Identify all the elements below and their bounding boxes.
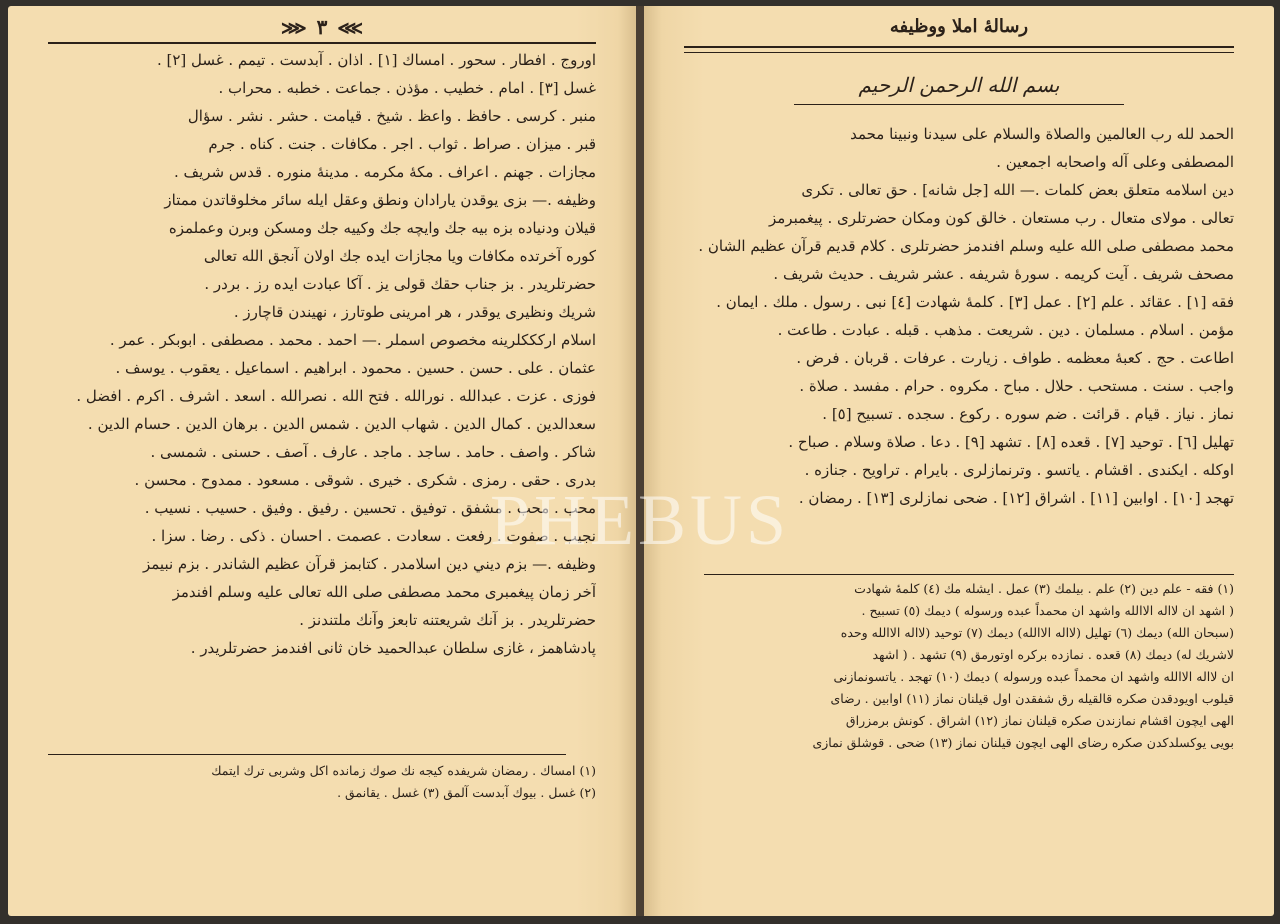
text-line: قيلوب اويودقدن صكره قالقيله رق شفقدن اول قيلنان نماز (١١) اوابين . رضاى	[830, 691, 1234, 706]
text-line: آخر زمان پيغمبرى محمد مصطفى صلى الله تعالى عليه وسلم افندمز	[172, 583, 596, 601]
header-rule	[48, 42, 596, 44]
text-line: نجيب . صفوت . رفعت . سعادت . عصمت . احسان . ذكى . رضا . سزا .	[151, 527, 596, 545]
text-line: مصحف شريف . آيت كريمه . سورهٔ شريفه . عشر شريف . حديث شريف .	[773, 265, 1234, 283]
text-line: قيلان ودنياده بزه بيه جك وايچه جك وكييه جك ومسكن وبرن وعملمزه	[168, 219, 596, 237]
text-line: اطاعت . حج . كعبهٔ معظمه . طواف . زيارت . عرفات . قربان . فرض .	[796, 349, 1234, 367]
footnote-rule	[48, 754, 566, 755]
text-line: حضرتلريدر . بز آنك شريعتنه تابعز وآنك ملتندنز .	[299, 611, 596, 629]
text-line: (١) فقه - علم دين (٢) علم . بيلمك (٣) عمل . ايشله مك (٤) كلمهٔ شهادت	[854, 581, 1234, 596]
text-line: وظيفه .— بزم ديني دين اسلامدر . كتابمز قرآن عظيم الشاندر . بزم نبيمز	[142, 555, 596, 573]
bismillah: بسم الله الرحمن الرحيم	[858, 73, 1060, 97]
text-line: (سبحان الله) ديمك (٦) تهليل (لااله الاالله) ديمك (٧) توحيد (لااله الاالله وحده	[840, 625, 1234, 640]
text-line: قبر . ميزان . صراط . ثواب . اجر . مكافات . جنت . كناه . جرم	[208, 135, 596, 153]
bismillah-underline	[794, 66, 1124, 105]
text-line: وظيفه .— بزى يوقدن يارادان ونطق وعقل ايله سائر مخلوقاتدن ممتاز	[164, 191, 596, 209]
right-page	[644, 6, 1274, 916]
text-line: فوزى . عزت . عبدالله . نورالله . فتح الله . نصرالله . اسعد . اشرف . اكرم . افضل .	[76, 387, 596, 405]
running-title: رسالهٔ املا ووظيفه	[889, 16, 1029, 37]
text-line: حضرتلريدر . بز جناب حقك قولى يز . آكا عبادت ايده رز . بردر .	[204, 275, 596, 293]
text-line: المصطفى وعلى آله واصحابه اجمعين .	[996, 153, 1234, 171]
left-footnotes	[48, 760, 596, 804]
text-line: مؤمن . اسلام . مسلمان . دين . شريعت . مذهب . قبله . عبادت . طاعت .	[777, 321, 1234, 339]
text-line: فقه [١] . عقائد . علم [٢] . عمل [٣] . كلمهٔ شهادت [٤] نبى . رسول . ملك . ايمان .	[716, 293, 1234, 311]
text-line: (٢) غسل . بيوك آبدست آلمق (٣) غسل . يقانمق .	[337, 785, 596, 800]
text-line: محمد مصطفى صلى الله عليه وسلم افندمز حضرتلرى . كلام قديم قرآن عظيم الشان .	[698, 237, 1234, 255]
text-line: سعدالدين . كمال الدين . شهاب الدين . شمس الدين . برهان الدين . حسام الدين .	[87, 415, 596, 433]
text-line: لاشريك له) ديمك (٨) قعده . نمازده بركره اوتورمق (٩) تشهد . ( اشهد	[872, 647, 1234, 662]
text-line: شريك ونظيرى يوقدر ، هر امرينى طوتارز ، نهيندن قاچارز .	[233, 303, 596, 321]
text-line: مجازات . جهنم . اعراف . مكهٔ مكرمه . مدينهٔ منوره . قدس شريف .	[174, 163, 596, 181]
text-line: بدرى . حقى . رمزى . شكرى . خيرى . شوقى . مسعود . ممدوح . محسن .	[134, 471, 596, 489]
text-line: دين اسلامه متعلق بعض كلمات .— الله [جل شانه] . حق تعالى . تكرى	[801, 181, 1234, 199]
header-rule-bottom	[684, 52, 1234, 53]
text-line: شاكر . واصف . حامد . ساجد . ماجد . عارف . آصف . حسنى . شمسى .	[150, 443, 596, 461]
right-body-text	[684, 120, 1234, 512]
header-rule-top	[684, 46, 1234, 48]
text-line: الحمد لله رب العالمين والصلاة والسلام على سيدنا ونبينا محمد	[850, 125, 1234, 143]
text-line: منبر . كرسى . حافظ . واعظ . شيخ . قيامت . حشر . نشر . سؤال	[187, 107, 596, 125]
text-line: تعالى . مولاى متعال . رب مستعان . خالق كون ومكان حضرتلرى . پيغمبرمز	[769, 209, 1234, 227]
text-line: تهليل [٦] . توحيد [٧] . قعده [٨] . تشهد [٩] . دعا . صلاة وسلام . صباح .	[788, 433, 1234, 451]
text-line: اوروج . افطار . سحور . امساك [١] . اذان . آبدست . تيمم . غسل [٢] .	[156, 51, 596, 69]
text-line: نماز . نياز . قيام . قرائت . ضم سوره . ركوع . سجده . تسبيح [٥] .	[822, 405, 1234, 423]
text-line: كوره آخرتده مكافات ويا مجازات ايده جك اولان آنجق الله تعالى	[203, 247, 596, 265]
text-line: (١) امساك . رمضان شريفده كيجه نك صوك زمانده اكل وشربى ترك ايتمك	[211, 763, 596, 778]
footnote-rule	[704, 574, 1234, 575]
right-footnotes	[684, 578, 1234, 754]
book-gutter	[636, 6, 644, 916]
text-line: تهجد [١٠] . اوابين [١١] . اشراق [١٢] . ضحى نمازلرى [١٣] . رمضان .	[798, 489, 1234, 507]
text-line: ان لااله الاالله واشهد ان محمداً عبده ورسوله ) ديمك (١٠) تهجد . ياتسونمازنى	[833, 669, 1234, 684]
text-line: اوكله . ايكندى . اقشام . ياتسو . وترنمازلرى . بايرام . تراويح . جنازه .	[804, 461, 1234, 479]
text-line: واجب . سنت . مستحب . حلال . مباح . مكروه . حرام . مفسد . صلاة .	[799, 377, 1234, 395]
page-number: ٣	[316, 15, 328, 39]
text-line: عثمان . على . حسن . حسين . محمود . ابراهيم . اسماعيل . يعقوب . يوسف .	[115, 359, 596, 377]
text-line: بويى يوكسلدكدن صكره رضاى الهى ايچون قيلنان نماز (١٣) ضحى . قوشلق نمازى	[812, 735, 1234, 750]
text-line: ( اشهد ان لااله الاالله واشهد ان محمداً عبده ورسوله ) ديمك (٥) تسبيح .	[861, 603, 1234, 618]
watermark: PHEBUS	[489, 480, 791, 560]
text-line: اسلام اركككلرينه مخصوص اسملر .— احمد . محمد . مصطفى . ابوبكر . عمر .	[109, 331, 596, 349]
text-line: غسل [٣] . امام . خطيب . مؤذن . جماعت . خطبه . محراب .	[218, 79, 596, 97]
left-page	[8, 6, 636, 916]
left-body-text	[48, 46, 596, 662]
ornament-left: ⋙	[337, 18, 363, 39]
ornament-right: ⋘	[281, 18, 307, 39]
page-number-header	[48, 14, 596, 40]
text-line: الهى ايچون اقشام نمازندن صكره قيلنان نماز (١٢) اشراق . كونش برمزراق	[845, 713, 1234, 728]
text-line: محب . محب . مشفق . توفيق . تحسين . رفيق . وفيق . حسيب . نسيب .	[144, 499, 596, 517]
text-line: پادشاهمز ، غازى سلطان عبدالحميد خان ثانى افندمز حضرتلريدر .	[190, 639, 596, 657]
